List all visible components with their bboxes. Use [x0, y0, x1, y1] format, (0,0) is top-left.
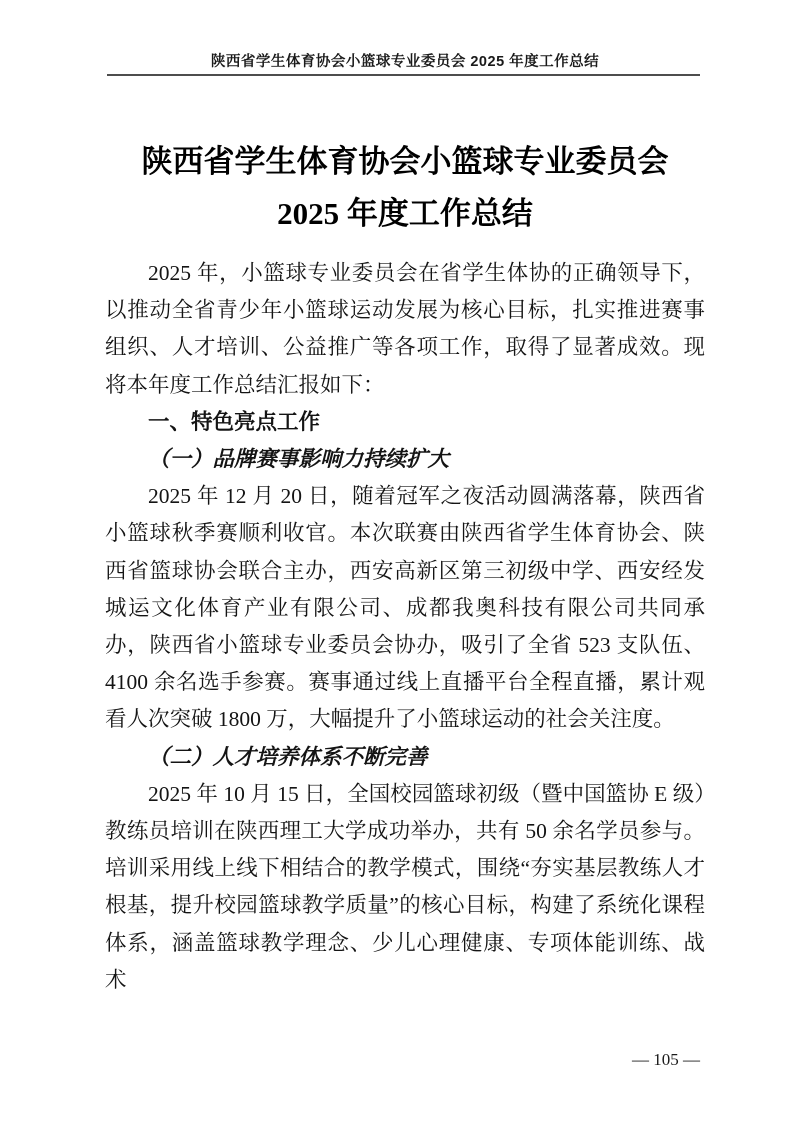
heading1: 一、特色亮点工作 [148, 409, 321, 434]
document-body [105, 255, 705, 999]
header-rule [107, 74, 700, 76]
title-line-1: 陕西省学生体育协会小篮球专业委员会 [141, 144, 669, 179]
heading2: （二）人才培养体系不断完善 [148, 744, 428, 769]
paragraph: 2025 年 12 月 20 日，随着冠军之夜活动圆满落幕，陕西省小篮球秋季赛顺利收官。本次联赛由陕西省学生体育协会、陕西省篮球协会联合主办，西安高新区第三初级中学、西安经发城运文化体育产业有限公司、成都我奥科技有限公司共同承办，陕西省小篮球专业委员会协办，吸引了全省 523 支队伍、4100 余名选手参赛。赛事通过线上直播平台全程直播，累计观看人次突破 1800 万，大幅提升了小篮球运动的社会关注度。 [105, 484, 705, 732]
title-line-2: 2025 年度工作总结 [277, 196, 533, 231]
running-header-text: 陕西省学生体育协会小篮球专业委员会 2025 年度工作总结 [210, 54, 600, 70]
document-title [100, 136, 710, 240]
paragraph: 2025 年，小篮球专业委员会在省学生体协的正确领导下，以推动全省青少年小篮球运动发展为核心目标，扎实推进赛事组织、人才培训、公益推广等各项工作，取得了显著成效。现将本年度工作总结汇报如下： [105, 261, 705, 397]
page-number: — 105 — [632, 1050, 700, 1069]
running-header [105, 52, 705, 72]
heading2: （一）品牌赛事影响力持续扩大 [148, 447, 450, 472]
page-footer [105, 1048, 700, 1072]
paragraph: 2025 年 10 月 15 日，全国校园篮球初级（暨中国篮协 E 级）教练员培训在陕西理工大学成功举办，共有 50 余名学员参与。培训采用线上线下相结合的教学模式，围绕“夯实基层教练人才根基，提升校园篮球教学质量”的核心目标，构建了系统化课程体系，涵盖篮球教学理念、少儿心理健康、专项体能训练、战术 [105, 781, 705, 992]
